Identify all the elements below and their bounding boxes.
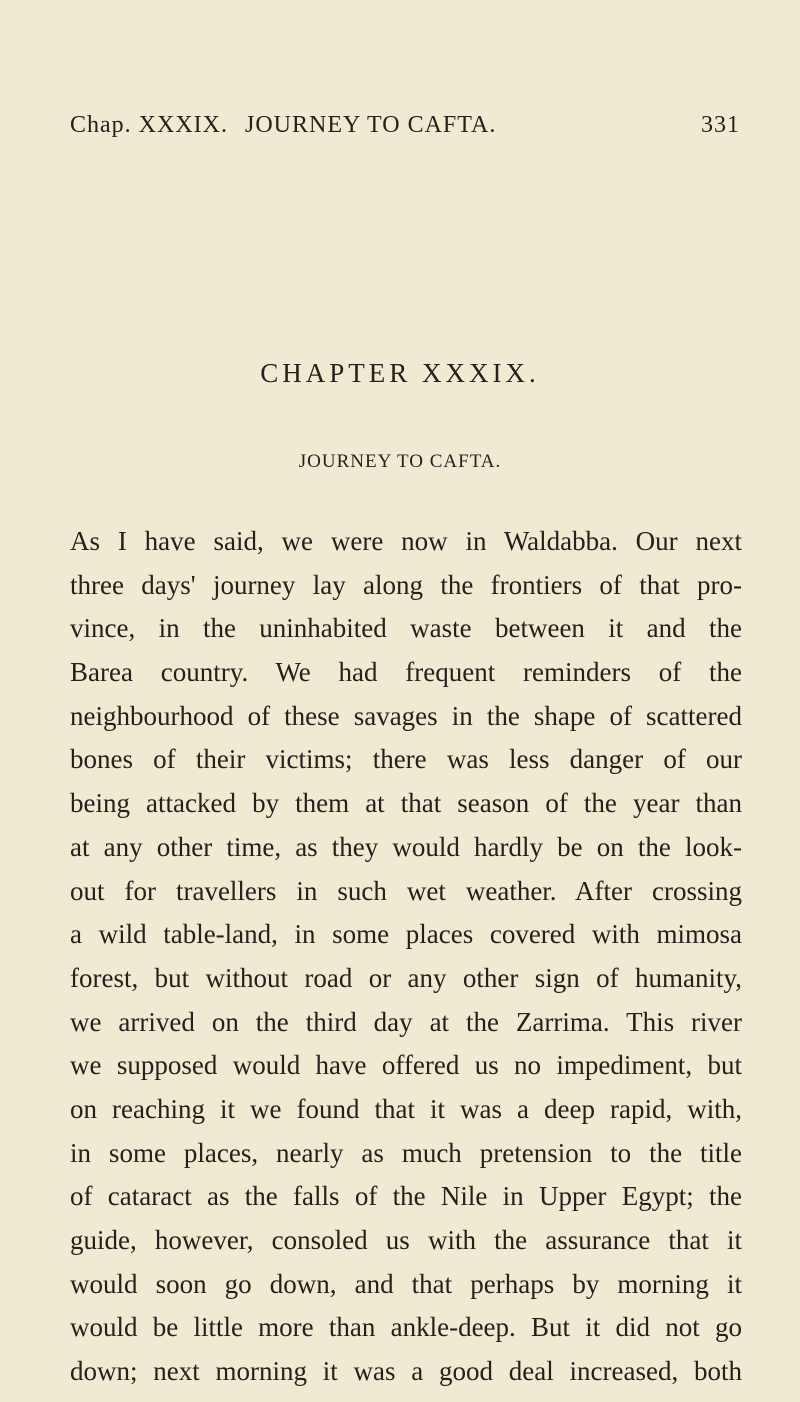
text-line: neighbourhood of these savages in the shape of scattered (70, 700, 742, 731)
text-line: would soon go down, and that perhaps by morning it (70, 1268, 742, 1299)
text-line: a wild table-land, in some places covered with mimosa (70, 919, 742, 950)
text-line: vince, in the uninhabited waste between it and the (70, 613, 742, 644)
text-line: of cataract as the falls of the Nile in Upper Egypt; the (70, 1181, 742, 1212)
text-line: down; next morning it was a good deal increased, both (70, 1356, 742, 1387)
text-line: in some places, nearly as much pretension to the title (70, 1137, 742, 1168)
text-line: guide, however, consoled us with the assurance that it (70, 1225, 742, 1255)
text-line: forest, but without road or any other sign of humanity, (70, 962, 742, 993)
text-line: three days' journey lay along the frontiers of that pro- (70, 569, 742, 600)
text-line: bones of their victims; there was less danger of our (70, 744, 742, 775)
running-head (70, 112, 740, 146)
running-head-chapter: Chap. XXXIX. (70, 112, 228, 138)
text-line: being attacked by them at that season of the year than (70, 788, 742, 819)
text-line: on reaching it we found that it was a deep rapid, with, (70, 1093, 742, 1124)
text-line: at any other time, as they would hardly be on the look- (70, 831, 742, 862)
chapter-subtitle: JOURNEY TO CAFTA. (298, 451, 502, 472)
page-number: 331 (701, 112, 740, 138)
chapter-title: CHAPTER XXXIX. (260, 358, 540, 388)
running-head-title: JOURNEY TO CAFTA. (245, 112, 497, 138)
text-line: we supposed would have offered us no impediment, but (70, 1050, 742, 1081)
text-line: would be little more than ankle-deep. But it did not go (70, 1312, 742, 1343)
text-line: out for travellers in such wet weather. After crossing (70, 875, 742, 906)
body-paragraph (70, 520, 742, 1394)
text-line: As I have said, we were now in Waldabba. Our next (70, 526, 742, 556)
text-line: Barea country. We had frequent reminders of the (70, 657, 742, 688)
text-line: we arrived on the third day at the Zarrima. This river (70, 1006, 742, 1037)
